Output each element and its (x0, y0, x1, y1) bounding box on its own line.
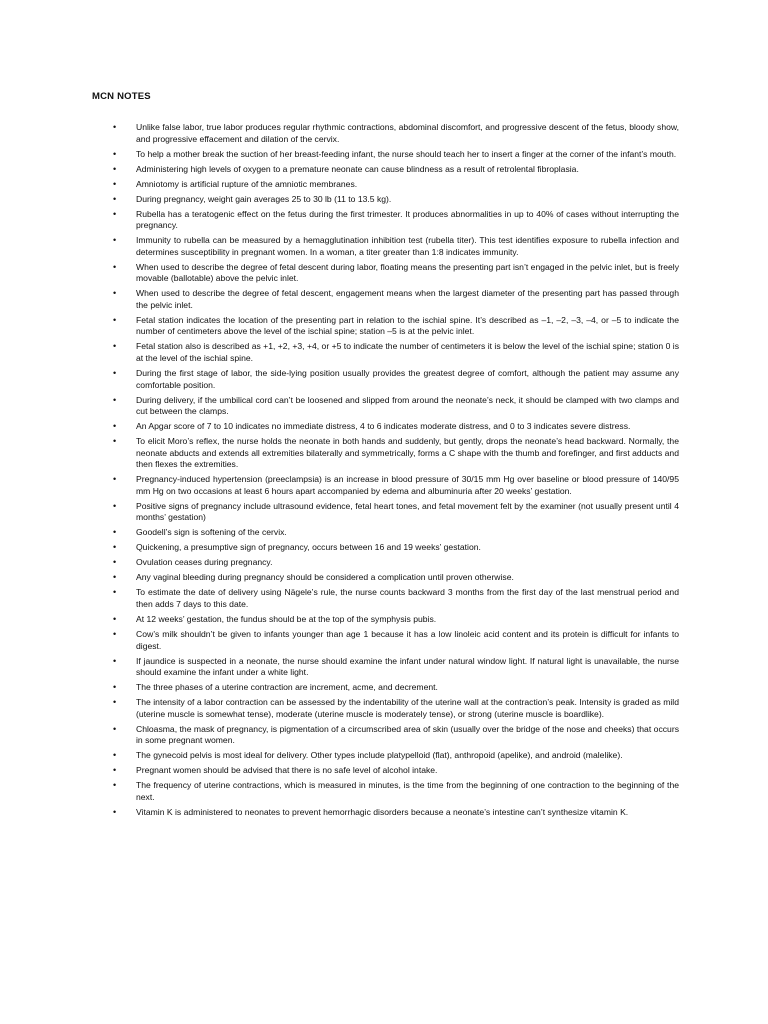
list-item (111, 395, 679, 418)
bullet-icon: • (113, 723, 117, 734)
list-item (111, 149, 679, 161)
list-item (111, 527, 679, 539)
bullet-icon: • (113, 367, 117, 378)
notes-list (111, 122, 679, 822)
bullet-icon: • (113, 765, 117, 776)
note-text: During delivery, if the umbilical cord can’t be loosened and slipped from around the neonate’s neck, it should be clamped with two clamps and cut between the clamps. (136, 394, 679, 417)
note-text: Fetal station indicates the location of the presenting part in relation to the ischial spine. It’s described as –1, –2, –3, –4, or –5 to indicate the number of centimeters above the level of the ischial spine; station –5 is at the pelvic inlet. (136, 314, 679, 337)
list-item (111, 122, 679, 145)
note-text: Any vaginal bleeding during pregnancy should be considered a complication until proven otherwise. (136, 572, 514, 583)
list-item (111, 179, 679, 191)
note-text: During pregnancy, weight gain averages 25 to 30 lb (11 to 13.5 kg). (136, 193, 392, 204)
list-item (111, 209, 679, 232)
note-text: The three phases of a uterine contraction are increment, acme, and decrement. (136, 682, 438, 693)
note-text: Unlike false labor, true labor produces regular rhythmic contractions, abdominal discomfort, and progressive descent of the fetus, bloody show, and progressive effacement and dilation of the cervix. (136, 122, 679, 144)
bullet-icon: • (113, 806, 117, 817)
bullet-icon: • (113, 341, 117, 352)
bullet-icon: • (113, 542, 117, 553)
list-item (111, 750, 679, 762)
note-text: The gynecoid pelvis is most ideal for delivery. Other types include platypelloid (flat), anthropoid (apelike), and android (malelike). (136, 750, 623, 761)
note-text: To elicit Moro’s reflex, the nurse holds the neonate in both hands and suddenly, but gently, drops the neonate’s head backward. Normally, the neonate abducts and extends all extremities bilaterally and symmetrically, forms a C shape with the thumb and forefinger, and first adducts and then flexes the extremities. (136, 436, 679, 470)
bullet-icon: • (113, 261, 117, 272)
list-item (111, 235, 679, 258)
bullet-icon: • (113, 394, 117, 405)
bullet-icon: • (113, 163, 117, 174)
list-item (111, 572, 679, 584)
note-text: The intensity of a labor contraction can be assessed by the indentability of the uterine wall at the contraction’s peak. Intensity is graded as mild (uterine muscle is somewhat tense), moderate (uterine muscle is moderately tense), or strong (uterine muscle is boardlike). (136, 697, 679, 719)
bullet-icon: • (113, 655, 117, 666)
note-text: Cow’s milk shouldn’t be given to infants younger than age 1 because it has a low linoleic acid content and its protein is difficult for infants to digest. (136, 628, 679, 651)
list-item (111, 194, 679, 206)
bullet-icon: • (113, 122, 117, 132)
note-text: Pregnant women should be advised that there is no safe level of alcohol intake. (136, 765, 438, 776)
list-item (111, 587, 679, 610)
bullet-icon: • (113, 587, 117, 598)
list-item (111, 421, 679, 433)
list-item (111, 315, 679, 338)
list-item (111, 614, 679, 626)
list-item (111, 436, 679, 471)
bullet-icon: • (113, 750, 117, 761)
bullet-icon: • (113, 682, 117, 693)
bullet-icon: • (113, 148, 117, 159)
bullet-icon: • (113, 474, 117, 485)
note-text: Positive signs of pregnancy include ultrasound evidence, fetal heart tones, and fetal movement felt by the examiner (not usually present until 4 months’ gestation) (136, 500, 679, 523)
bullet-icon: • (113, 421, 117, 432)
note-text: To help a mother break the suction of her breast-feeding infant, the nurse should teach her to insert a finger at the corner of the infant’s mouth. (136, 148, 677, 159)
note-text: Goodell’s sign is softening of the cervix. (136, 527, 287, 538)
document-title: MCN NOTES (92, 91, 151, 102)
note-text: Chloasma, the mask of pregnancy, is pigmentation of a circumscribed area of skin (usually over the bridge of the nose and cheeks) that occurs in some pregnant women. (136, 723, 679, 746)
note-text: Fetal station also is described as +1, +2, +3, +4, or +5 to indicate the number of centimeters it is below the level of the ischial spine; station 0 is at the level of the ischial spine. (136, 341, 679, 363)
bullet-icon: • (113, 628, 117, 639)
bullet-icon: • (113, 235, 117, 246)
note-text: Ovulation ceases during pregnancy. (136, 557, 273, 568)
bullet-icon: • (113, 697, 117, 708)
note-text: When used to describe the degree of fetal descent during labor, floating means the presenting part isn’t engaged in the pelvic inlet, but is freely movable (ballotable) above the pelvic inlet. (136, 261, 679, 284)
list-item (111, 557, 679, 569)
bullet-icon: • (113, 178, 117, 189)
bullet-icon: • (113, 288, 117, 299)
list-item (111, 542, 679, 554)
note-text: During the first stage of labor, the side-lying position usually provides the greatest degree of comfort, although the patient may assume any comfortable position. (136, 367, 679, 390)
note-text: Administering high levels of oxygen to a premature neonate can cause blindness as a result of retrolental fibroplasia. (136, 163, 579, 174)
bullet-icon: • (113, 527, 117, 538)
note-text: When used to describe the degree of fetal descent, engagement means when the largest diameter of the presenting part has passed through the pelvic inlet. (136, 288, 679, 310)
bullet-icon: • (113, 314, 117, 325)
note-text: Rubella has a teratogenic effect on the fetus during the first trimester. It produces abnormalities in up to 40% of cases without interrupting the pregnancy. (136, 208, 679, 231)
list-item (111, 341, 679, 364)
bullet-icon: • (113, 500, 117, 511)
note-text: Vitamin K is administered to neonates to prevent hemorrhagic disorders because a neonate’s intestine can’t synthesize vitamin K. (136, 806, 629, 817)
note-text: At 12 weeks’ gestation, the fundus should be at the top of the symphysis pubis. (136, 613, 437, 624)
note-text: The frequency of uterine contractions, which is measured in minutes, is the time from the beginning of one contraction to the beginning of the next. (136, 780, 679, 802)
list-item (111, 807, 679, 819)
note-text: Immunity to rubella can be measured by a hemagglutination inhibition test (rubella titer). This test identifies exposure to rubella infection and determines susceptibility in pregnant women. In a woman, a titer greater than 1:8 indicates immunity. (136, 235, 679, 257)
note-text: An Apgar score of 7 to 10 indicates no immediate distress, 4 to 6 indicates moderate distress, and 0 to 3 indicates severe distress. (136, 421, 631, 432)
bullet-icon: • (113, 557, 117, 568)
list-item (111, 164, 679, 176)
list-item (111, 724, 679, 747)
note-text: Amniotomy is artificial rupture of the amniotic membranes. (136, 178, 358, 189)
list-item (111, 656, 679, 679)
note-text: To estimate the date of delivery using Nägele’s rule, the nurse counts backward 3 months from the first day of the last menstrual period and then adds 7 days to this date. (136, 587, 679, 609)
list-item (111, 629, 679, 652)
bullet-icon: • (113, 193, 117, 204)
note-text: If jaundice is suspected in a neonate, the nurse should examine the infant under natural window light. If natural light is unavailable, the nurse should examine the infant under a white light. (136, 655, 679, 678)
note-text: Pregnancy-induced hypertension (preeclampsia) is an increase in blood pressure of 30/15 mm Hg over baseline or blood pressure of 140/95 mm Hg on two occasions at least 6 hours apart accompanied by edema and albuminuria after 20 weeks’ gestation. (136, 474, 679, 496)
bullet-icon: • (113, 208, 117, 219)
list-item (111, 697, 679, 720)
list-item (111, 368, 679, 391)
list-item (111, 288, 679, 311)
list-item (111, 682, 679, 694)
list-item (111, 780, 679, 803)
bullet-icon: • (113, 613, 117, 624)
list-item (111, 501, 679, 524)
list-item (111, 474, 679, 497)
note-text: Quickening, a presumptive sign of pregnancy, occurs between 16 and 19 weeks’ gestation. (136, 542, 481, 553)
list-item (111, 262, 679, 285)
bullet-icon: • (113, 780, 117, 791)
bullet-icon: • (113, 572, 117, 583)
bullet-icon: • (113, 436, 117, 447)
list-item (111, 765, 679, 777)
